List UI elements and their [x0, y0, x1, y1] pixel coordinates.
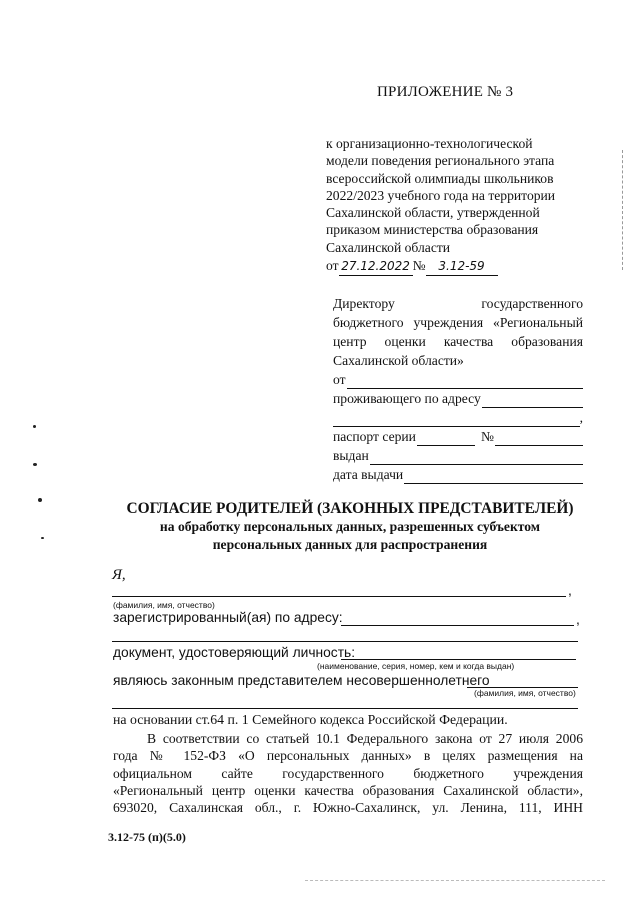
issue-date-line[interactable] [404, 469, 583, 484]
paragraph-line: года № 152-ФЗ «О персональных данных» в целях размещения на [113, 748, 583, 764]
passport-series-line[interactable] [417, 431, 475, 446]
id-document-caption: (наименование, серия, номер, кем и когда выдан) [317, 661, 515, 671]
paragraph-line: В соответствии со статьей 10.1 Федерального закона от 27 июля 2006 [147, 731, 583, 746]
address-continuation-line[interactable] [333, 412, 580, 427]
guardian-label: являюсь законным представителем несовершеннолетнего [113, 673, 490, 688]
consent-subtitle-2: персональных данных для распространения [212, 537, 488, 552]
document-code: 3.12-75 (п)(5.0) [108, 830, 186, 844]
child-name-line-2[interactable] [112, 708, 578, 709]
appendix-note-line: всероссийской олимпиады школьников [326, 170, 554, 186]
appendix-note-line: модели поведения регионального этапа [326, 153, 555, 169]
appendix-note-line: 2022/2023 учебного года на территории [326, 187, 556, 203]
id-document-line[interactable] [341, 659, 576, 660]
fio-comma: , [568, 583, 572, 598]
scan-edge-mark [622, 150, 624, 270]
scan-speck [41, 537, 44, 539]
paragraph-line: «Региональный центр оценки качества образования Сахалинской области», [113, 782, 583, 798]
order-reference [326, 257, 555, 276]
scan-edge-mark [305, 880, 605, 881]
addressee-line: бюджетного учреждения «Региональный [333, 315, 583, 330]
address-field[interactable] [333, 389, 583, 408]
scan-speck [33, 463, 37, 466]
i-label: Я, [112, 567, 126, 583]
basis-text: на основании ст.64 п. 1 Семейного кодекса Российской Федерации. [113, 712, 508, 727]
addressee-line: Директору государственного [333, 296, 583, 311]
passport-number-label: № [480, 429, 494, 444]
registered-comma: , [576, 612, 580, 627]
order-prefix: от [326, 258, 339, 274]
registered-label: зарегистрированный(ая) по адресу: [113, 610, 343, 625]
address-line[interactable] [482, 393, 583, 408]
id-document-label: документ, удостоверяющий личность: [113, 645, 356, 660]
from-field[interactable] [333, 370, 583, 389]
appendix-note-line: Сахалинской области [326, 239, 451, 255]
consent-subtitle: на обработку персональных данных, разрешенных субъектом [159, 519, 541, 534]
appendix-title: ПРИЛОЖЕНИЕ № 3 [377, 84, 514, 100]
issued-field[interactable] [333, 446, 583, 465]
paragraph-line: официальном сайте государственного бюджетного учреждения [113, 765, 583, 781]
registered-address-line[interactable] [341, 625, 574, 626]
address-comma: , [579, 410, 583, 425]
from-label: от [333, 372, 346, 387]
address-label: проживающего по адресу [333, 391, 481, 406]
addressee-block [333, 294, 583, 484]
passport-number-line[interactable] [495, 431, 583, 446]
appendix-note-line: приказом министерства образования [326, 222, 539, 238]
scan-speck [33, 425, 36, 428]
appendix-note-line: Сахалинской области, утвержденной [326, 205, 540, 221]
issued-line[interactable] [370, 450, 583, 465]
addressee-line: центр оценки качества образования [333, 334, 583, 349]
passport-series-label: паспорт серии [333, 429, 416, 444]
fio-caption: (фамилия, имя, отчество) [113, 600, 215, 610]
paragraph-line: 693020, Сахалинская обл., г. Южно-Сахалинск, ул. Ленина, 111, ИНН [113, 800, 583, 816]
consent-title: СОГЛАСИЕ РОДИТЕЛЕЙ (ЗАКОННЫХ ПРЕДСТАВИТЕЛЕЙ) [126, 500, 574, 517]
from-line[interactable] [347, 374, 583, 389]
appendix-note [326, 135, 555, 276]
child-name-caption: (фамилия, имя, отчество) [474, 688, 576, 698]
order-number: 3.12-59 [426, 258, 498, 276]
order-number-label: № [412, 258, 426, 274]
addressee-line: Сахалинской области» [333, 353, 464, 368]
issue-date-field[interactable] [333, 465, 583, 484]
issue-date-label: дата выдачи [333, 467, 404, 482]
fio-line[interactable] [112, 596, 566, 597]
order-date: 27.12.2022 [339, 258, 413, 276]
consent-paragraph [113, 730, 583, 816]
address-continuation-field[interactable] [333, 408, 583, 427]
issued-label: выдан [333, 448, 369, 463]
registered-address-line-2[interactable] [112, 641, 578, 642]
passport-field[interactable] [333, 427, 583, 446]
scan-speck [38, 498, 42, 502]
appendix-note-line: к организационно-технологической [326, 136, 533, 151]
